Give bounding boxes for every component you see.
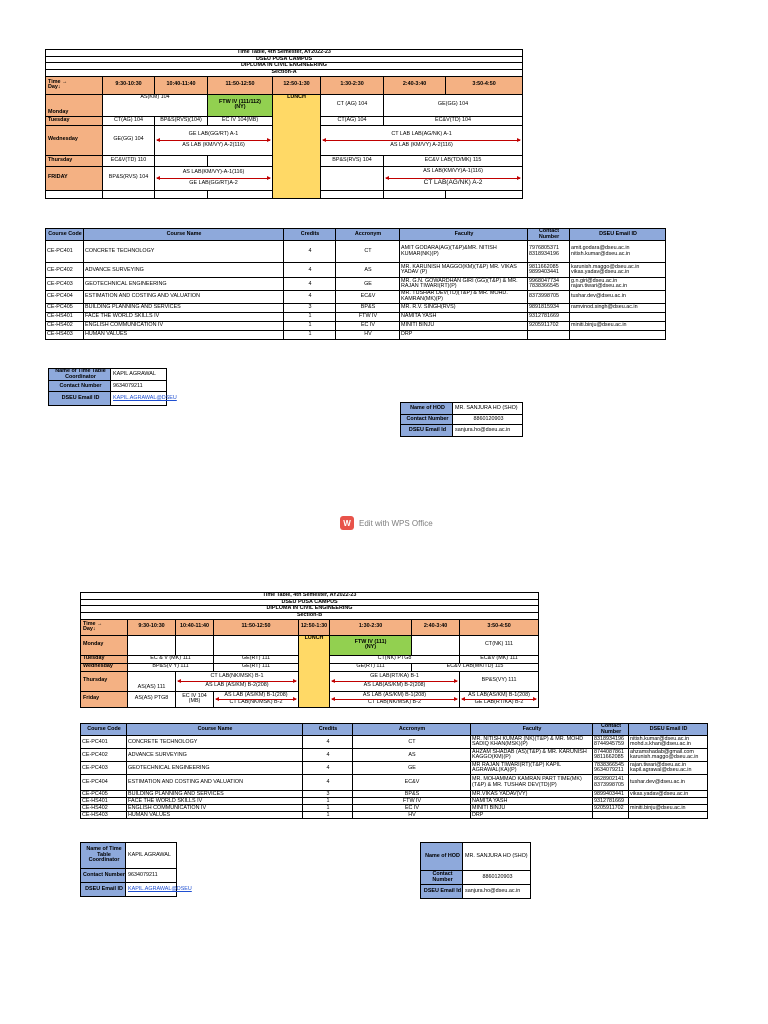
class-cell: EC IV 104(MB): [208, 116, 273, 125]
course-row: [46, 291, 666, 303]
day-wednesday: Wednesday: [81, 663, 128, 671]
class-cell: FTW IV (111/112) (NY): [208, 94, 273, 116]
coordinator-box-b: Name of Time Table Coordinator KAPIL AGRAWAL Contact Number 9634079211 DSEU Email ID KAPIL.AGRAWAL@DSEU: [80, 842, 177, 897]
hod-box-a: Name of HOD MR. SANJURA HO (SHO) Contact Number 8860120903 DSEU Email Id sanjura.ho@dseu.ac.in: [400, 402, 523, 437]
slot-header: 11:50-12:50: [208, 76, 273, 94]
lab-span-cell: CT LAB LAB(AG/NK) A-1 AS LAB (KM/VY) A-2(116): [321, 125, 523, 155]
slot-header: 1:30-2:30: [321, 76, 384, 94]
course-contact: 8318934196 8744945759: [593, 736, 629, 749]
course-email: [629, 798, 708, 805]
class-cell: GE(GG) 104: [384, 94, 523, 116]
course-credits: 3: [303, 791, 353, 798]
course-code: CE-HS401: [81, 798, 127, 805]
hod-name: MR. SANJURA HO (SHO): [453, 403, 523, 415]
course-code: CE-PC401: [81, 736, 127, 749]
course-name: HUMAN VALUES: [127, 812, 303, 819]
course-row: [46, 263, 666, 278]
course-email: tushar.dev@dseu.ac.in: [570, 291, 666, 303]
course-code: CE-HS403: [46, 330, 84, 339]
class-cell: [321, 166, 384, 190]
course-name: ADVANCE SURVEYING: [127, 749, 303, 762]
course-code: CE-PC402: [46, 263, 84, 278]
class-cell: EC&V(TD) 104: [384, 116, 523, 125]
course-acr: FTW IV: [336, 312, 400, 321]
day-thursday: Thursday: [81, 671, 128, 691]
hod-phone: 8860120903: [463, 871, 531, 885]
course-contact: 8373998705: [528, 291, 570, 303]
tt-section: Section-A: [46, 70, 523, 77]
slot-header: 10:40-11:40: [155, 76, 208, 94]
col-header: Faculty: [400, 229, 528, 241]
course-faculty: NAMITA YASH: [400, 312, 528, 321]
slot-header: 12:50-1:30: [273, 76, 321, 94]
day-monday: Monday: [46, 94, 103, 116]
wps-logo-icon: W: [340, 516, 354, 530]
coordinator-name: KAPIL AGRAWAL: [111, 369, 167, 381]
slot-header: 3:50-4:50: [446, 76, 523, 94]
course-email: amit.godara@dseu.ac.in nitish.kumar@dseu.ac.in: [570, 241, 666, 263]
course-code: CE-HS402: [46, 321, 84, 330]
course-email: [570, 330, 666, 339]
day-thursday: Thursday: [46, 155, 103, 166]
time-day-corner: Time → Day↓: [46, 76, 103, 94]
day-wednesday: Wednesday: [46, 125, 103, 155]
course-acr: AS: [336, 263, 400, 278]
col-header: Course Name: [84, 229, 284, 241]
course-acr: EC IV: [336, 321, 400, 330]
course-credits: 4: [284, 241, 336, 263]
class-cell: CT(AG) 104: [103, 116, 155, 125]
course-code: CE-PC405: [46, 303, 84, 312]
course-acr: BP&S: [353, 791, 471, 798]
course-contact: 9205911702: [593, 805, 629, 812]
course-email: [629, 812, 708, 819]
course-name: FACE THE WORLD SKILLS IV: [84, 312, 284, 321]
class-cell: CT(NK) 111: [460, 635, 539, 655]
course-acr: GE: [353, 762, 471, 775]
course-acr: HV: [353, 812, 471, 819]
span-arrow-icon: [178, 681, 296, 682]
course-row: [81, 791, 708, 798]
course-name: FACE THE WORLD SKILLS IV: [127, 798, 303, 805]
course-code: CE-HS402: [81, 805, 127, 812]
course-contact: 9312781669: [593, 798, 629, 805]
lab-span-cell: AS LAB (AS/KM) B-1(208) CT LAB(NK/MSK) B-2: [214, 691, 299, 707]
lunch-column: LUNCH: [299, 635, 330, 707]
course-row: [81, 762, 708, 775]
course-acr: EC IV: [353, 805, 471, 812]
course-row: [81, 736, 708, 749]
class-cell: [155, 155, 208, 166]
course-credits: 4: [284, 291, 336, 303]
course-contact: [528, 330, 570, 339]
course-email: rajan.tiwari@dseu.ac.in kapil.agrawal@dseu.ac.in: [629, 762, 708, 775]
course-acr: BP&S: [336, 303, 400, 312]
lab-span-cell: AS LAB(KM/VY)-A-1(116) GE LAB(GG/RT)A-2: [155, 166, 273, 190]
course-acr: GE: [336, 278, 400, 291]
lunch-column: LUNCH: [273, 94, 321, 198]
course-credits: 4: [284, 263, 336, 278]
coordinator-phone: 9634079211: [126, 869, 177, 883]
course-name: ENGLISH COMMUNICATION IV: [84, 321, 284, 330]
course-email: [570, 312, 666, 321]
course-acr: AS: [353, 749, 471, 762]
hod-email: sanjura.ho@dseu.ac.in: [463, 885, 531, 899]
course-acr: FTW IV: [353, 798, 471, 805]
course-credits: 4: [303, 736, 353, 749]
course-name: CONCRETE TECHNOLOGY: [84, 241, 284, 263]
day-monday: Monday: [81, 635, 128, 655]
course-name: CONCRETE TECHNOLOGY: [127, 736, 303, 749]
course-faculty: DRP: [400, 330, 528, 339]
slot-header: 9:30-10:30: [103, 76, 155, 94]
coordinator-email-link[interactable]: KAPIL.AGRAWAL@DSEU: [111, 392, 167, 406]
span-arrow-icon: [323, 140, 520, 141]
course-credits: 1: [303, 805, 353, 812]
span-arrow-icon: [216, 699, 296, 700]
class-cell: EC&V(TD) 110: [103, 155, 155, 166]
course-faculty: AMIT GODARA(AG)(T&P)&MR. NITISH KUMAR(NK)(P): [400, 241, 528, 263]
span-arrow-icon: [157, 140, 270, 141]
tt-program: DIPLOMA IN CIVIL ENGINEERING: [46, 63, 523, 70]
timetable-section-b: Time Table, 4th Semester, AY2022-23 DSEU PUSA CAMPUS DIPLOMA IN CIVIL ENGINEERING Section-B Time → Day↓ 9:30-10:30 10:40-11:40 11:50-12:50 12:50-1:30 1:30-2:30 2:40-3:40 3:50-4:50 Monday LUNCH FTW IV (111) (NY) CT(NK) 111 Tuesday EC & V (MK) 111 GE(RT) 111 CT(NK) PTG8 EC&V (MK) 111 Wednesday BP&S(V Y) 111 GE(RT) 111 GE(RT) 111 EC&V LAB(MK/TD) 115 Thursday AS(AS) 111 CT LAB(NK/MSK) B-1 AS LAB (AS/KM) B-2(208) GE LAB(RT/KA) B-1 AS LAB(AS/KM) B-2(208) BP&S(VY) 111 Friday AS(AS) PTG8 EC IV 104 (MB) AS LAB (AS/KM) B-1(208) CT LAB(NK/MSK) B-2 AS LAB (AS/KM) B-1(208) CT LAB(NK/MSK) B-2 AS LAB(AS/KM) B-1(208) GE LAB(RT/KA) B-2: [80, 592, 539, 708]
class-cell: FTW IV (111) (NY): [330, 635, 412, 655]
span-arrow-icon: [157, 178, 270, 179]
course-code: CE-PC404: [46, 291, 84, 303]
course-credits: 4: [303, 762, 353, 775]
course-row: [81, 749, 708, 762]
course-acr: EC&V: [353, 775, 471, 791]
course-code: CE-PC401: [46, 241, 84, 263]
lab-span-cell: AS LAB(AS/KM) B-1(208) GE LAB(RT/KA) B-2: [460, 691, 539, 707]
wps-edit-link[interactable]: W Edit with WPS Office: [340, 516, 433, 530]
course-row: [46, 278, 666, 291]
coordinator-name: KAPIL AGRAWAL: [126, 843, 177, 869]
col-header: Credits: [284, 229, 336, 241]
course-row: [81, 812, 708, 819]
course-contact: 9891815934: [528, 303, 570, 312]
slot-header: 2:40-3:40: [384, 76, 446, 94]
course-name: ENGLISH COMMUNICATION IV: [127, 805, 303, 812]
course-contact: 7976805371 8318934196: [528, 241, 570, 263]
class-cell: CT(AG) 104: [321, 116, 384, 125]
course-contact: 9811662085 9899403441: [528, 263, 570, 278]
course-contact: 7838366545 9634079211: [593, 762, 629, 775]
span-arrow-icon: [332, 699, 457, 700]
course-code: CE-HS401: [46, 312, 84, 321]
class-cell: AS(KM) 104: [103, 94, 208, 116]
course-email: ahzamshadab@gmail.com karunish.maggo@dseu.ac.in: [629, 749, 708, 762]
course-faculty: AHZAM SHADAB (AS)(T&P) & MR. KARUNISH KAGGO(KM)(P): [471, 749, 593, 762]
lab-span-cell: AS LAB(KM/VY)A-1(116) CT LAB(AG/NK) A-2: [384, 166, 523, 190]
course-faculty: MR. NITISH KUMAR (NK)(T&P) & MR. MOHD SADIQ KHAN(MSK)(P): [471, 736, 593, 749]
course-table-section-b: Course Code Course Name Credits Accronym Faculty Contact Number DSEU Email ID CE-PC401 CONCRETE TECHNOLOGY 4 CT MR. NITISH KUMAR (NK)(T&P) & MR. MOHD SADIQ KHAN(MSK)(P) 8318934196 8744945759 nitish.kumar@dseu.ac.in mohd.s.khan@dseu.ac.in CE-PC402 ADVANCE SURVEYING 4 AS AHZAM SHADAB (AS)(T&P) & MR. KARUNISH KAGGO(KM)(P) 8744087861 9811662085 ahzamshadab@gmail.com karunish.maggo@dseu.ac.in CE-PC403 GEOTECHNICAL ENGINEERING 4 GE MR RAJAN TIWARI(RT)(T&P) KAPIL AGRAWAL(KA)(P) 7838366545 9634079211 rajan.tiwari@dseu.ac.in kapil.agrawal@dseu.ac.in CE-PC404 ESTIMATION AND COSTING AND VALUATION 4 EC&V MR. MOHAMMAD KAMRAN PART TIME(MK)(T&P) & MR. TUSHAR DEV(TD)(P) 8628902141 8373998705 tushar.dev@dseu.ac.in CE-PC405 BUILDING PLANNING AND SERVICES 3 BP&S MR.VIKAS YADAV(VY) 9899403441 vikas.yadav@dseu.ac.in CE-HS401 FACE THE WORLD SKILLS IV 1 FTW IV NAMITA YASH 9312781669 CE-HS402 ENGLISH COMMUNICATION IV 1 EC IV MINITI BINJU 9205911702 miniti.binju@dseu.ac.in CE-HS403 HUMAN VALUES 1 HV DRP: [80, 723, 708, 819]
course-faculty: NAMITA YASH: [471, 798, 593, 805]
course-credits: 4: [303, 749, 353, 762]
course-code: CE-PC403: [81, 762, 127, 775]
course-credits: 1: [303, 812, 353, 819]
course-acr: EC&V: [336, 291, 400, 303]
course-name: BUILDING PLANNING AND SERVICES: [127, 791, 303, 798]
hod-email: sanjura.ho@dseu.ac.in: [453, 425, 523, 437]
course-faculty: MR. G.N. GOWARDHAN GIRI (GG)(T&P) & MR. RAJAN TIWARI(RT)(P): [400, 278, 528, 291]
course-acr: CT: [353, 736, 471, 749]
course-name: HUMAN VALUES: [84, 330, 284, 339]
tt-title: Time Table, 4th Semester, AY2022-23: [46, 50, 523, 57]
course-name: GEOTECHNICAL ENGINEERING: [84, 278, 284, 291]
course-contact: 8744087861 9811662085: [593, 749, 629, 762]
course-name: ADVANCE SURVEYING: [84, 263, 284, 278]
timetable-section-a: [45, 49, 523, 199]
course-name: BUILDING PLANNING AND SERVICES: [84, 303, 284, 312]
course-acr: HV: [336, 330, 400, 339]
course-credits: 1: [284, 321, 336, 330]
course-credits: 3: [284, 303, 336, 312]
span-arrow-icon: [462, 699, 536, 700]
course-faculty: MR RAJAN TIWARI(RT)(T&P) KAPIL AGRAWAL(KA)(P): [471, 762, 593, 775]
class-cell: [208, 155, 273, 166]
course-email: miniti.binju@dseu.ac.in: [570, 321, 666, 330]
course-credits: 1: [303, 798, 353, 805]
course-name: ESTIMATION AND COSTING AND VALUATION: [127, 775, 303, 791]
course-contact: 9312781669: [528, 312, 570, 321]
class-cell: BP&S(RVS) 104: [103, 166, 155, 190]
course-table-section-a: [45, 228, 666, 340]
course-faculty: MR. MOHAMMAD KAMRAN PART TIME(MK)(T&P) & MR. TUSHAR DEV(TD)(P): [471, 775, 593, 791]
time-day-corner: Time → Day↓: [81, 619, 128, 635]
course-faculty: MR. TUSHAR DEV(TD)(T&P) & MR. MOHD. KAMRAN(MK)(P): [400, 291, 528, 303]
course-row: [46, 303, 666, 312]
course-code: CE-PC402: [81, 749, 127, 762]
course-credits: 1: [284, 330, 336, 339]
hod-box-b: Name of HOD MR. SANJURA HO (SHO) Contact Number 8860120903 DSEU Email Id sanjura.ho@dseu.ac.in: [420, 842, 531, 899]
course-faculty: MR. R.V. SINGH(RVS): [400, 303, 528, 312]
course-email: miniti.binju@dseu.ac.in: [629, 805, 708, 812]
span-arrow-icon: [332, 681, 457, 682]
class-cell: GE(GG) 104: [103, 125, 155, 155]
course-email: g.n.giri@dseu.ac.in rajan.tiwari@dseu.ac.in: [570, 278, 666, 291]
course-credits: 4: [303, 775, 353, 791]
class-cell: BP&S(RVS) 104: [321, 155, 384, 166]
course-credits: 4: [284, 278, 336, 291]
course-row: [81, 775, 708, 791]
course-code: CE-PC405: [81, 791, 127, 798]
course-credits: 1: [284, 312, 336, 321]
col-header: Course Code: [46, 229, 84, 241]
class-cell: BP&S(RVS)(104): [155, 116, 208, 125]
course-email: ramvinod.singh@dseu.ac.in: [570, 303, 666, 312]
day-tuesday: Tuesday: [46, 116, 103, 125]
coordinator-email-link[interactable]: KAPIL.AGRAWAL@DSEU: [126, 883, 177, 897]
lab-span-cell: AS LAB (AS/KM) B-1(208) CT LAB(NK/MSK) B-2: [330, 691, 460, 707]
class-cell: CT (AG) 104: [321, 94, 384, 116]
day-friday: FRIDAY: [46, 166, 103, 190]
course-row: [81, 805, 708, 812]
course-faculty: MR. KARUNISH MAGGO(KM)(T&P) MR. VIKAS YADAV (P): [400, 263, 528, 278]
course-contact: 9968047734 7838366545: [528, 278, 570, 291]
day-tuesday: Tuesday: [81, 655, 128, 663]
coordinator-phone: 9634079211: [111, 381, 167, 392]
course-faculty: DRP: [471, 812, 593, 819]
col-header: Contact Number: [528, 229, 570, 241]
lab-span-cell: GE LAB(RT/KA) B-1 AS LAB(AS/KM) B-2(208): [330, 671, 460, 691]
coordinator-box-a: Name of Time Table Coordinator KAPIL AGRAWAL Contact Number 9634079211 DSEU Email ID KAPIL.AGRAWAL@DSEU: [48, 368, 167, 406]
col-header: DSEU Email ID: [570, 229, 666, 241]
course-contact: 9899403441: [593, 791, 629, 798]
class-cell: EC&V LAB(TD/MK) 115: [384, 155, 523, 166]
course-email: tushar.dev@dseu.ac.in: [629, 775, 708, 791]
course-contact: [593, 812, 629, 819]
hod-phone: 8860120903: [453, 415, 523, 425]
hod-name: MR. SANJURA HO (SHO): [463, 843, 531, 871]
course-row: [46, 321, 666, 330]
course-code: CE-PC403: [46, 278, 84, 291]
col-header: Accronym: [336, 229, 400, 241]
course-code: CE-HS403: [81, 812, 127, 819]
course-row: [46, 330, 666, 339]
course-name: ESTIMATION AND COSTING AND VALUATION: [84, 291, 284, 303]
course-email: vikas.yadav@dseu.ac.in: [629, 791, 708, 798]
course-contact: 9205911702: [528, 321, 570, 330]
course-contact: 8628902141 8373998705: [593, 775, 629, 791]
lab-span-cell: GE LAB(GG/RT) A-1 AS LAB (KM/VY) A-2(116): [155, 125, 273, 155]
course-row: [46, 312, 666, 321]
course-name: GEOTECHNICAL ENGINEERING: [127, 762, 303, 775]
span-arrow-icon: [386, 178, 520, 179]
course-faculty: MR.VIKAS YADAV(VY): [471, 791, 593, 798]
tt-campus: DSEU PUSA CAMPUS: [46, 56, 523, 63]
course-acr: CT: [336, 241, 400, 263]
course-row: [46, 241, 666, 263]
course-row: [81, 798, 708, 805]
course-email: nitish.kumar@dseu.ac.in mohd.s.khan@dseu.ac.in: [629, 736, 708, 749]
day-friday: Friday: [81, 691, 128, 707]
lab-span-cell: CT LAB(NK/MSK) B-1 AS LAB (AS/KM) B-2(208): [176, 671, 299, 691]
course-code: CE-PC404: [81, 775, 127, 791]
course-email: karunish.maggo@dseu.ac.in vikas.yadav@dseu.ac.in: [570, 263, 666, 278]
course-faculty: MINITI BINJU: [400, 321, 528, 330]
course-faculty: MINITI BINJU: [471, 805, 593, 812]
